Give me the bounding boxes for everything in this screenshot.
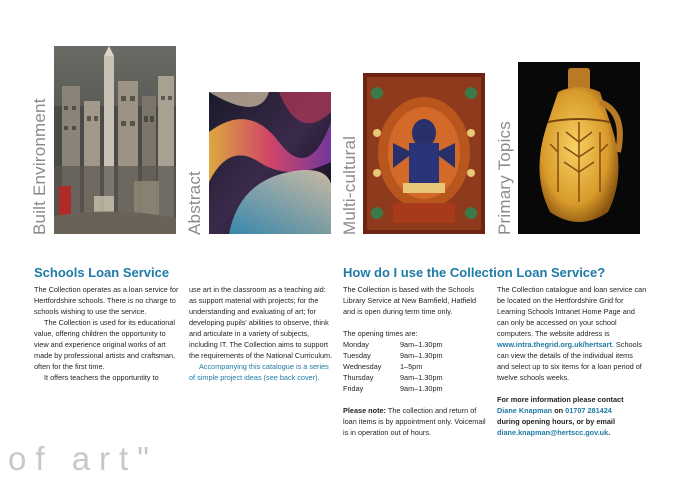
hours-time: 1–5pm [400,362,423,371]
contact-paragraph [497,394,647,438]
contact-hours-text: during opening hours, or by email [497,417,615,426]
contact-phone[interactable]: 01707 281424 [565,406,612,415]
category-label-abstract: Abstract [185,171,204,235]
hours-day: Friday [343,384,364,393]
contact-end: . [608,428,611,437]
teachers-paragraph-continued: use art in the classroom as a teaching aid: as support material with projects; for the understanding and evaluating of art; for developing pupils' abilities to observe, think and articulate in a variety of subjects, including IT. The Collection aims to support the requirements of the National Curriculum. [189,285,333,360]
category-label-multi-cultural: Multi-cultural [340,135,359,235]
catalogue-text-end: . Schools can view the details of the individual items and select up to six items for a loan period of twelve schools weeks. [497,340,642,382]
hours-time: 9am–1.30pm [400,340,443,349]
opening-hours-table [343,339,488,394]
left-column [34,284,179,383]
website-link[interactable]: www.intra.thegrid.org.uk/hertsart [497,340,612,349]
tibetan-deity-painting [363,73,485,234]
abstract-swirl-painting [209,92,331,234]
contact-name: Diane Knapman [497,406,553,415]
catalogue-paragraph [497,284,647,383]
catalogue-text: The Collection catalogue and loan service can be located on the Hertfordshire Grid for Learning Schools Intranet Home Page and can only be accessed on your school computers. The website address is [497,285,647,338]
teachers-paragraph-start: It offers teachers the opportuntity to [44,373,159,382]
hours-time: 9am–1.30pm [400,373,443,382]
project-ideas-paragraph: Accompanying this catalogue is a series of simple project ideas (see back cover). [189,362,329,382]
contact-on: on [554,406,564,415]
note-paragraph [343,405,488,438]
hours-time: 9am–1.30pm [400,351,443,360]
category-label-built-environment: Built Environment [30,98,49,235]
middle-column [189,284,335,383]
opening-times-label: The opening times are: [343,329,418,338]
footer-tagline: of art" [8,440,158,477]
opening-info-column [343,284,488,438]
hours-day: Thursday [343,373,374,382]
hours-day: Monday [343,340,369,349]
note-text: The collection and return of loan items is by appointment only. Voicemail is in operation out of hours. [343,406,486,437]
educational-value-paragraph: The Collection is used for its educational value, offering children the opportunity to view and experience original works of art made by professional artists and craftsman, often for the first time. [34,318,176,371]
contact-email-link[interactable]: diane.knapman@hertscc.gov.uk [497,428,609,437]
category-label-primary-topics: Primary Topics [495,121,514,235]
intro-paragraph: The Collection operates as a loan service for Hertfordshire schools. There is no charge to schools wishing to use the service. [34,285,179,316]
location-paragraph: The Collection is based with the Schools Library Service at New Barnfield, Hatfield and is open during term time only. [343,285,477,316]
contact-intro: For more information please contact [497,395,624,404]
hours-day: Wednesday [343,362,382,371]
slipware-jug [518,62,640,234]
city-collage-painting [54,46,176,234]
catalogue-column [497,284,647,438]
schools-loan-service-heading: Schools Loan Service [34,265,170,280]
hours-day: Tuesday [343,351,371,360]
hours-time: 9am–1.30pm [400,384,443,393]
how-to-use-heading: How do I use the Collection Loan Service? [343,265,606,280]
note-label: Please note: [343,406,386,415]
